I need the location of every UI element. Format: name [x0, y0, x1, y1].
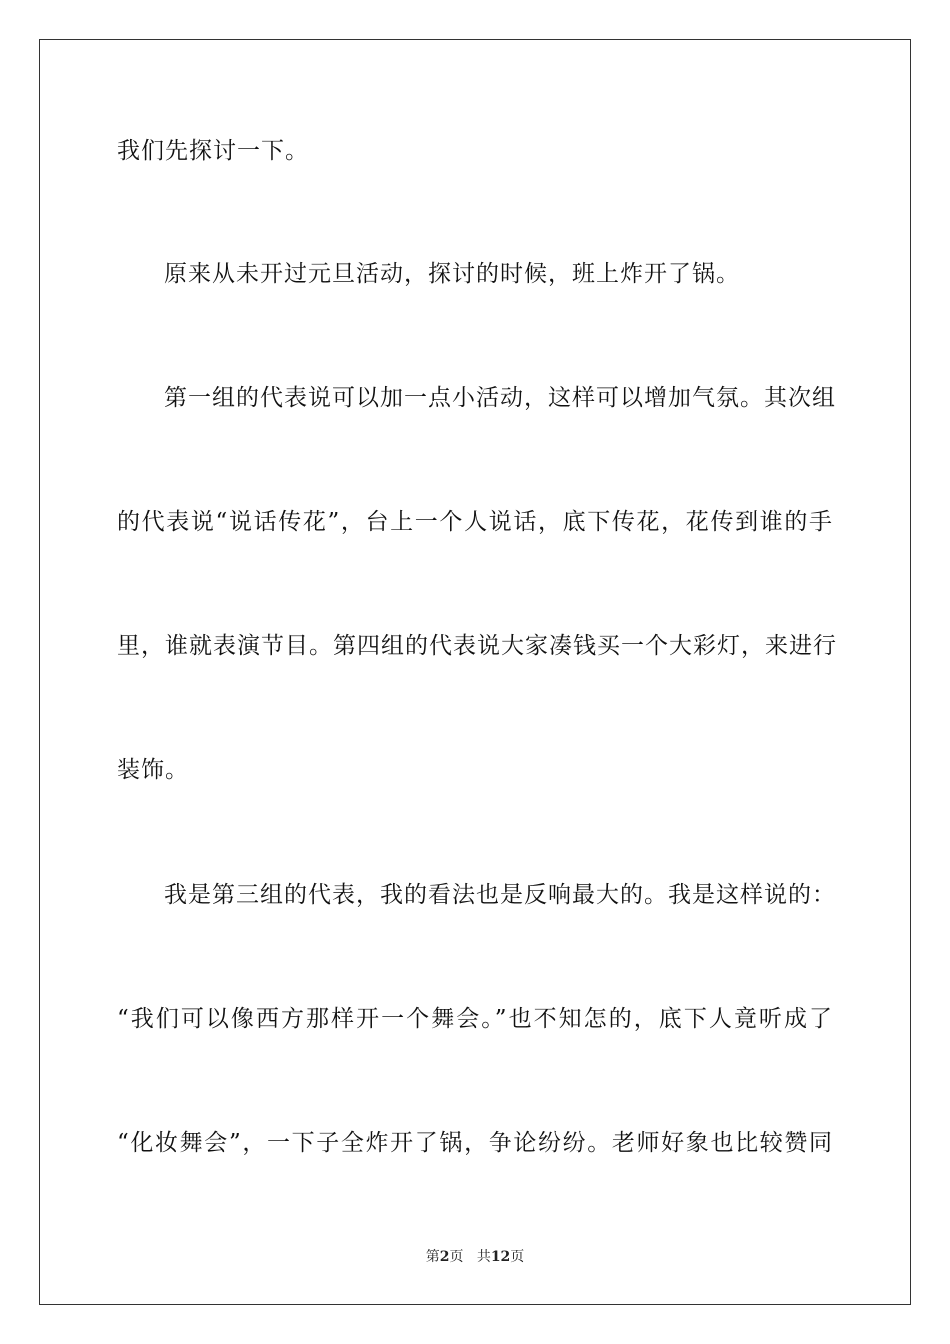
page-footer: [0, 1248, 950, 1266]
page-label-prefix: 第: [425, 1249, 440, 1265]
text-line-8: “我们可以像西方那样开一个舞会。”也不知怎的，底下人竟听成了: [117, 1006, 833, 1032]
text-line-5: 里，谁就表演节目。第四组的代表说大家凑钱买一个大彩灯，来进行: [117, 633, 837, 659]
page-label-suffix: 页: [449, 1249, 464, 1265]
total-label-prefix: 共: [476, 1249, 491, 1265]
current-page-number: 2: [439, 1249, 450, 1265]
text-line-3: 第一组的代表说可以加一点小活动，这样可以增加气氛。其次组: [164, 385, 836, 411]
text-line-7: 我是第三组的代表，我的看法也是反响最大的。我是这样说的：: [164, 882, 836, 908]
text-line-6: 装饰。: [117, 757, 189, 783]
total-label-suffix: 页: [510, 1249, 525, 1265]
text-line-4: 的代表说“说话传花”，台上一个人说话，底下传花，花传到谁的手: [117, 509, 833, 535]
total-pages-number: 12: [490, 1249, 511, 1265]
page-border: [39, 39, 911, 1305]
text-line-9: “化妆舞会”，一下子全炸开了锅，争论纷纷。老师好象也比较赞同: [117, 1130, 833, 1156]
text-line-1: 我们先探讨一下。: [117, 138, 309, 164]
text-line-2: 原来从未开过元旦活动，探讨的时候，班上炸开了锅。: [164, 261, 740, 287]
